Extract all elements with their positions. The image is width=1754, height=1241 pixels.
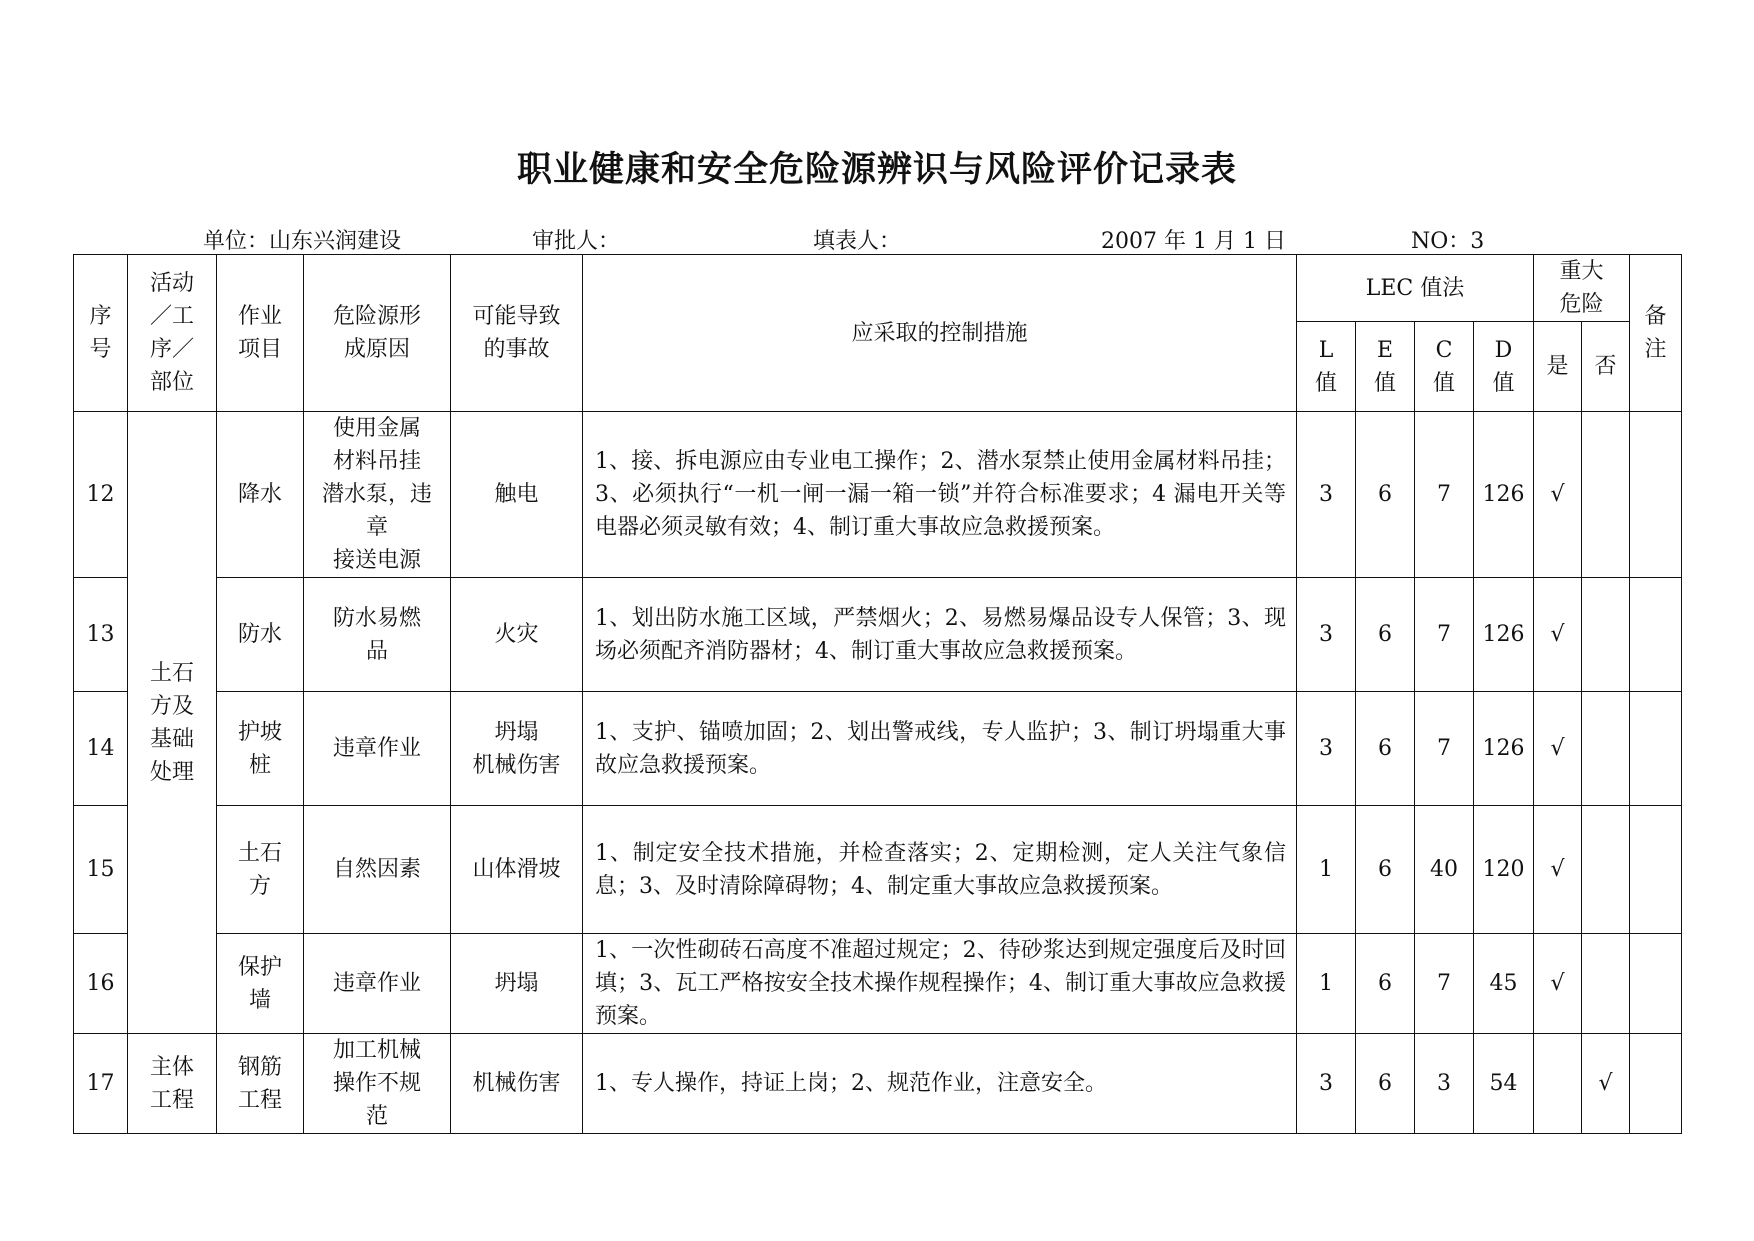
cell-no <box>1582 692 1630 806</box>
header-no: 否 <box>1582 322 1630 412</box>
cell-no <box>1582 934 1630 1034</box>
header-seq: 序 号 <box>74 255 128 412</box>
cell-measures: 1、划出防水施工区域，严禁烟火；2、易燃易爆品设专人保管；3、现场必须配齐消防器材；4、制订重大事故应急救援预案。 <box>583 578 1297 692</box>
cell-measures: 1、接、拆电源应由专业电工操作；2、潜水泵禁止使用金属材料吊挂；3、必须执行“一机一闸一漏一箱一锁”并符合标准要求；4 漏电开关等电器必须灵敏有效；4、制订重大事故应急救援预案。 <box>583 412 1297 578</box>
cell-remark <box>1630 412 1682 578</box>
cell-measures: 1、制定安全技术措施，并检查落实；2、定期检测，定人关注气象信息；3、及时清除障碍物；4、制定重大事故应急救援预案。 <box>583 806 1297 934</box>
header-measures: 应采取的控制措施 <box>583 255 1297 412</box>
cell-yes: √ <box>1534 692 1582 806</box>
cell-seq: 15 <box>74 806 128 934</box>
cell-cause: 使用金属 材料吊挂 潜水泵，违 章 接送电源 <box>304 412 451 578</box>
cell-yes: √ <box>1534 806 1582 934</box>
cell-measures: 1、专人操作，持证上岗；2、规范作业，注意安全。 <box>583 1034 1297 1134</box>
cell-yes: √ <box>1534 412 1582 578</box>
cell-seq: 16 <box>74 934 128 1034</box>
cell-accident: 山体滑坡 <box>451 806 583 934</box>
cell-accident: 坍塌 <box>451 934 583 1034</box>
risk-assessment-table <box>73 254 1682 1134</box>
cell-l: 3 <box>1297 692 1356 806</box>
cell-yes <box>1534 1034 1582 1134</box>
unit-label: 单位：山东兴润建设 <box>203 229 402 254</box>
cell-c: 40 <box>1415 806 1474 934</box>
cell-c: 7 <box>1415 934 1474 1034</box>
cell-l: 1 <box>1297 934 1356 1034</box>
cell-item: 护坡 桩 <box>217 692 304 806</box>
cell-e: 6 <box>1356 412 1415 578</box>
cell-no <box>1582 578 1630 692</box>
cell-l: 3 <box>1297 412 1356 578</box>
cell-remark <box>1630 934 1682 1034</box>
cell-item: 钢筋 工程 <box>217 1034 304 1134</box>
cell-item: 降水 <box>217 412 304 578</box>
cell-d: 120 <box>1474 806 1534 934</box>
header-e-value: E 值 <box>1356 322 1415 412</box>
cell-l: 3 <box>1297 1034 1356 1134</box>
cell-accident: 火灾 <box>451 578 583 692</box>
header-lec: LEC 值法 <box>1297 255 1534 322</box>
cell-measures: 1、支护、锚喷加固；2、划出警戒线，专人监护；3、制订坍塌重大事故应急救援预案。 <box>583 692 1297 806</box>
cell-l: 3 <box>1297 578 1356 692</box>
table-row <box>74 934 1682 1034</box>
cell-item: 土石 方 <box>217 806 304 934</box>
cell-remark <box>1630 692 1682 806</box>
cell-e: 6 <box>1356 578 1415 692</box>
cell-e: 6 <box>1356 934 1415 1034</box>
cell-remark <box>1630 1034 1682 1134</box>
table-row <box>74 578 1682 692</box>
cell-activity: 土石 方及 基础 处理 <box>128 412 217 1034</box>
cell-d: 45 <box>1474 934 1534 1034</box>
cell-c: 7 <box>1415 578 1474 692</box>
cell-seq: 14 <box>74 692 128 806</box>
cell-accident: 机械伤害 <box>451 1034 583 1134</box>
header-major-risk: 重大 危险 <box>1534 255 1630 322</box>
cell-yes: √ <box>1534 934 1582 1034</box>
cell-remark <box>1630 578 1682 692</box>
cell-l: 1 <box>1297 806 1356 934</box>
document-title: 职业健康和安全危险源辨识与风险评价记录表 <box>516 150 1237 190</box>
cell-e: 6 <box>1356 1034 1415 1134</box>
cell-cause: 违章作业 <box>304 934 451 1034</box>
cell-activity: 主体 工程 <box>128 1034 217 1134</box>
cell-seq: 13 <box>74 578 128 692</box>
cell-d: 126 <box>1474 578 1534 692</box>
header-remark: 备 注 <box>1630 255 1682 412</box>
filler-label: 填表人： <box>813 229 902 254</box>
cell-c: 7 <box>1415 412 1474 578</box>
cell-seq: 12 <box>74 412 128 578</box>
cell-no: √ <box>1582 1034 1630 1134</box>
cell-seq: 17 <box>74 1034 128 1134</box>
cell-e: 6 <box>1356 692 1415 806</box>
cell-cause: 违章作业 <box>304 692 451 806</box>
cell-no <box>1582 806 1630 934</box>
table-row <box>74 692 1682 806</box>
header-c-value: C 值 <box>1415 322 1474 412</box>
header-yes: 是 <box>1534 322 1582 412</box>
header-d-value: D 值 <box>1474 322 1534 412</box>
cell-d: 54 <box>1474 1034 1534 1134</box>
cell-e: 6 <box>1356 806 1415 934</box>
date-label: 2007 年 1 月 1 日 <box>1101 229 1286 254</box>
header-activity: 活动 ／工 序／ 部位 <box>128 255 217 412</box>
header-item: 作业 项目 <box>217 255 304 412</box>
cell-cause: 自然因素 <box>304 806 451 934</box>
table-row <box>74 412 1682 578</box>
table-row <box>74 806 1682 934</box>
cell-c: 3 <box>1415 1034 1474 1134</box>
cell-measures: 1、一次性砌砖石高度不准超过规定；2、待砂浆达到规定强度后及时回填；3、瓦工严格按安全技术操作规程操作；4、制订重大事故应急救援预案。 <box>583 934 1297 1034</box>
header-l-value: L 值 <box>1297 322 1356 412</box>
cell-yes: √ <box>1534 578 1582 692</box>
cell-item: 保护 墙 <box>217 934 304 1034</box>
record-number: NO：3 <box>1411 229 1485 254</box>
cell-remark <box>1630 806 1682 934</box>
cell-accident: 坍塌 机械伤害 <box>451 692 583 806</box>
cell-cause: 防水易燃 品 <box>304 578 451 692</box>
cell-accident: 触电 <box>451 412 583 578</box>
cell-cause: 加工机械 操作不规 范 <box>304 1034 451 1134</box>
cell-d: 126 <box>1474 412 1534 578</box>
header-accident: 可能导致 的事故 <box>451 255 583 412</box>
cell-item: 防水 <box>217 578 304 692</box>
approver-label: 审批人： <box>532 229 621 254</box>
table-row <box>74 1034 1682 1134</box>
cell-no <box>1582 412 1630 578</box>
cell-c: 7 <box>1415 692 1474 806</box>
cell-d: 126 <box>1474 692 1534 806</box>
header-cause: 危险源形 成原因 <box>304 255 451 412</box>
